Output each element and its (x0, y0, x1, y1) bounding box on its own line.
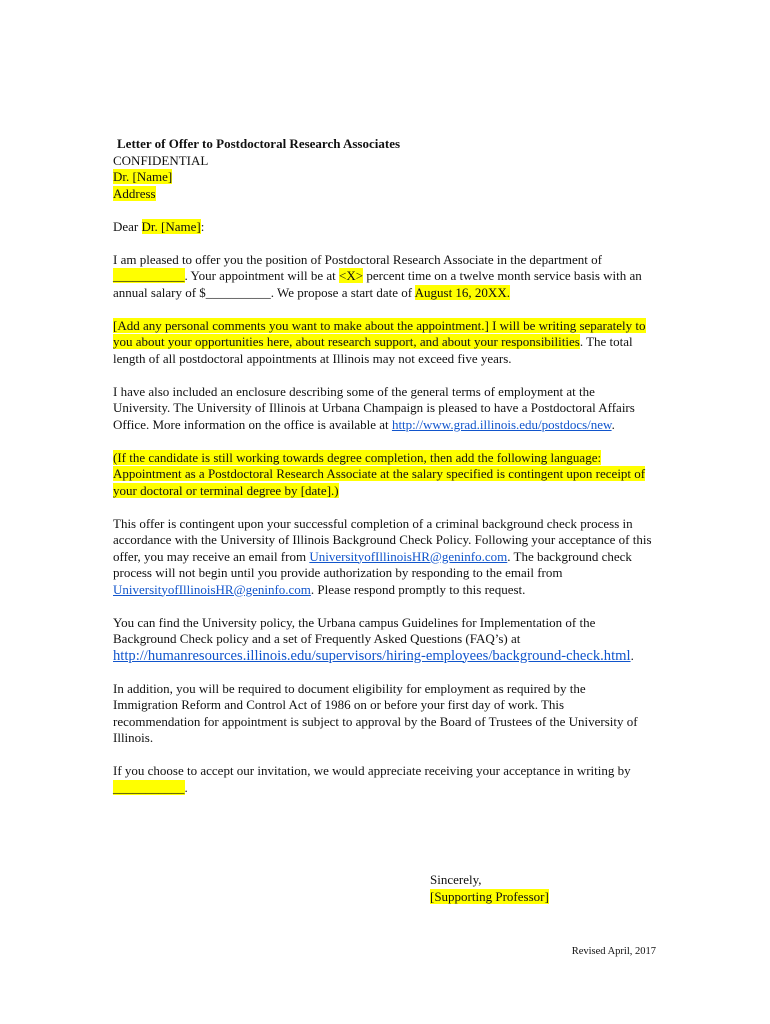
revised-date: Revised April, 2017 (571, 946, 656, 957)
hr-email-link[interactable]: UniversityofIllinoisHR@geninfo.com (309, 548, 508, 564)
paragraph-degree-condition (113, 450, 653, 500)
letter-header (113, 136, 653, 202)
degree-condition-highlight: (If the candidate is still working towards degree completion, then add the following language: Appointment as a Postdoctoral Research Associate at the salary specified is contingent upon receipt of your doctoral or terminal degree by [date].) (113, 449, 646, 498)
postdocs-link[interactable]: http://www.grad.illinois.edu/postdocs/new (391, 416, 612, 432)
acceptance-date-blank: ___________ (113, 779, 185, 795)
paragraph-enclosure: I have also included an enclosure describing some of the general terms of employment at the University. The University of Illinois at Urbana Champaign is pleased to have a Postdoctoral Affairs Office. More information on the office is available at http://www.grad.illinois.edu/postdocs/new. (113, 383, 635, 432)
start-date: August 16, 20XX. (414, 284, 510, 300)
confidential-label: CONFIDENTIAL (113, 152, 209, 168)
department-blank: ___________ (113, 268, 185, 283)
closing: Sincerely, (430, 872, 482, 887)
paragraph-eligibility: In addition, you will be required to document eligibility for employment as required by the Immigration Reform and Control Act of 1986 on or before your first day of work. This recommendation for appointment is subject to approval by the Board of Trustees of the University of Illinois. (113, 680, 638, 745)
recipient-name: Dr. [Name] (113, 169, 173, 184)
background-check-link[interactable]: http://humanresources.illinois.edu/supervisors/hiring-employees/background-check.html (113, 647, 631, 664)
paragraph-background-check: This offer is contingent upon your successful completion of a criminal background check process in accordance with the University of Illinois Background Check Policy. Following your acceptance of this offer, you may receive an email from UniversityofIllinoisHR@geninfo.com. The background check process will not begin until you provide authorization by responding to the email from UniversityofIllinoisHR@geninfo.com. Please respond promptly to this request. (113, 515, 652, 597)
paragraph-personal-comments: [Add any personal comments you want to make about the appointment.] I will be writing separately to you about your opportunities here, about research support, and about your responsibilities. The total length of all postdoctoral appointments at Illinois may not exceed five years. (113, 317, 646, 366)
personal-comments-highlight: [Add any personal comments you want to make about the appointment.] I will be writing separately to you about your opportunities here, about research support, and about your responsibilities (113, 317, 646, 349)
paragraph-position: I am pleased to offer you the position of Postdoctoral Research Associate in the department of ___________. Your appointment will be at <X> percent time on a twelve month service basis with an annual salary of $__________. We propose a start date of August 16, 20XX. (113, 251, 642, 300)
paragraph-acceptance: If you choose to accept our invitation, we would appreciate receiving your acceptance in writing by ___________. (113, 763, 631, 795)
percent-placeholder: <X> (339, 268, 364, 283)
letter-body (113, 136, 653, 813)
signer-name: [Supporting Professor] (430, 888, 549, 904)
recipient-address: Address (113, 185, 156, 201)
salutation: Dear Dr. [Name]: (113, 218, 205, 234)
salary-blank: __________ (205, 284, 271, 300)
paragraph-policy: You can find the University policy, the Urbana campus Guidelines for Implementation of the Background Check policy and a set of Frequently Asked Questions (FAQ’s) at http://humanresources.illinois.edu/supervisors/hiring-employees/background-check.html. (113, 614, 634, 664)
signature-block (430, 872, 549, 905)
salutation-name: Dr. [Name] (141, 218, 201, 234)
letter-title: Letter of Offer to Postdoctoral Research Associates (117, 136, 401, 151)
hr-email-link-2[interactable]: UniversityofIllinoisHR@geninfo.com (113, 581, 311, 597)
